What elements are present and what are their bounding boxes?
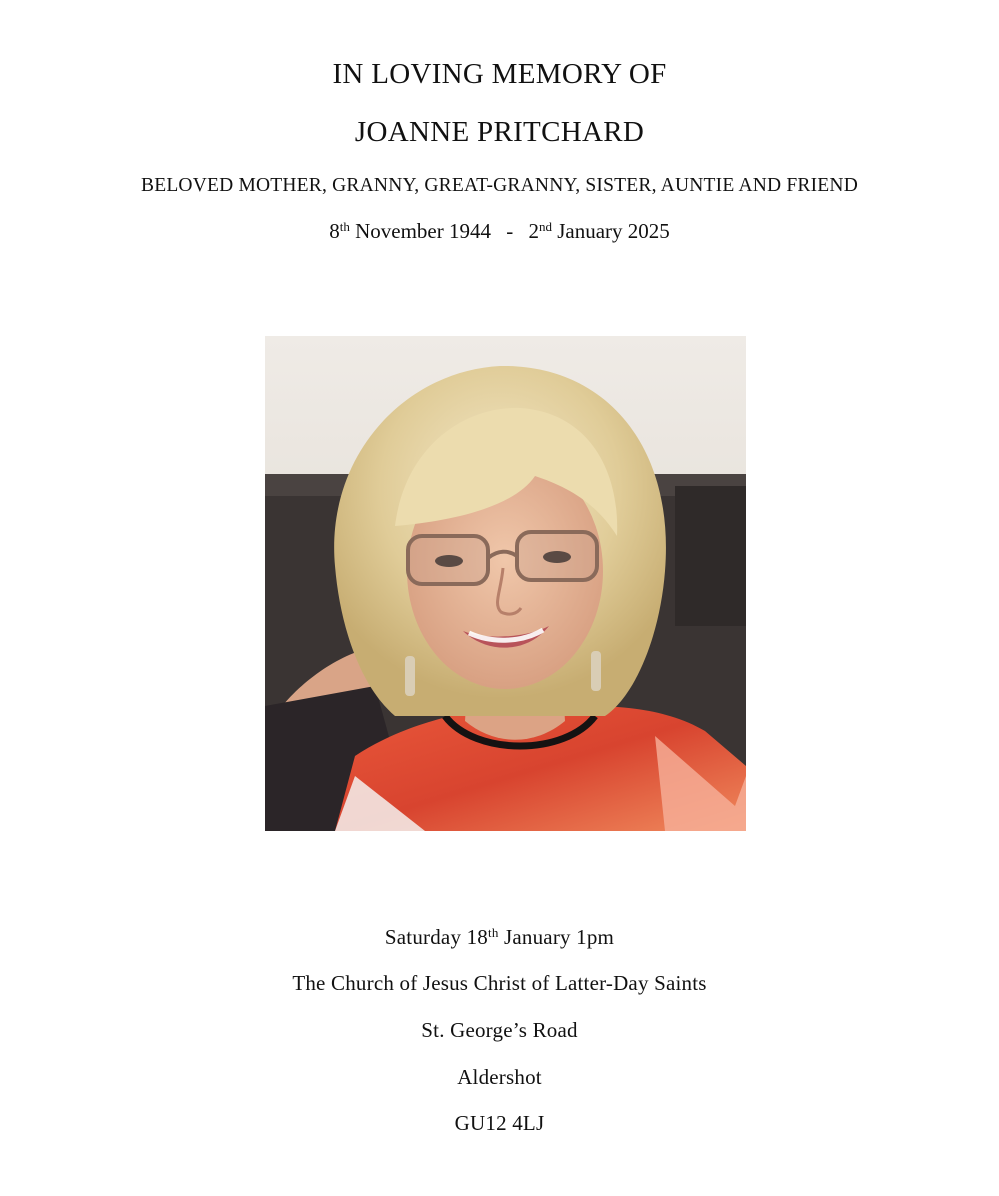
service-date-prefix: Saturday 18 [384, 925, 489, 949]
date-separator: - [506, 219, 514, 243]
birth-date-rest: November 1944 [355, 219, 491, 243]
memorial-heading: IN LOVING MEMORY OF [332, 58, 667, 90]
life-dates [0, 218, 999, 243]
deceased-name: JOANNE PRITCHARD [354, 116, 645, 148]
relations-line: BELOVED MOTHER, GRANNY, GREAT-GRANNY, SISTER, AUNTIE AND FRIEND [141, 175, 858, 196]
death-day-suffix: nd [538, 218, 552, 234]
service-street: St. George’s Road [421, 1018, 578, 1042]
birth-day-suffix: th [339, 218, 350, 234]
service-date-time [0, 924, 999, 949]
service-venue: The Church of Jesus Christ of Latter-Day Saints [292, 971, 707, 995]
death-day: 2 [528, 219, 539, 243]
birth-day: 8 [329, 219, 340, 243]
portrait-photo [265, 336, 746, 831]
service-postcode: GU12 4LJ [454, 1111, 545, 1135]
service-date-rest: January 1pm [504, 925, 615, 949]
portrait-illustration [265, 336, 746, 831]
service-town: Aldershot [457, 1065, 542, 1089]
service-date-suffix: th [488, 924, 499, 940]
death-date-rest: January 2025 [557, 219, 670, 243]
